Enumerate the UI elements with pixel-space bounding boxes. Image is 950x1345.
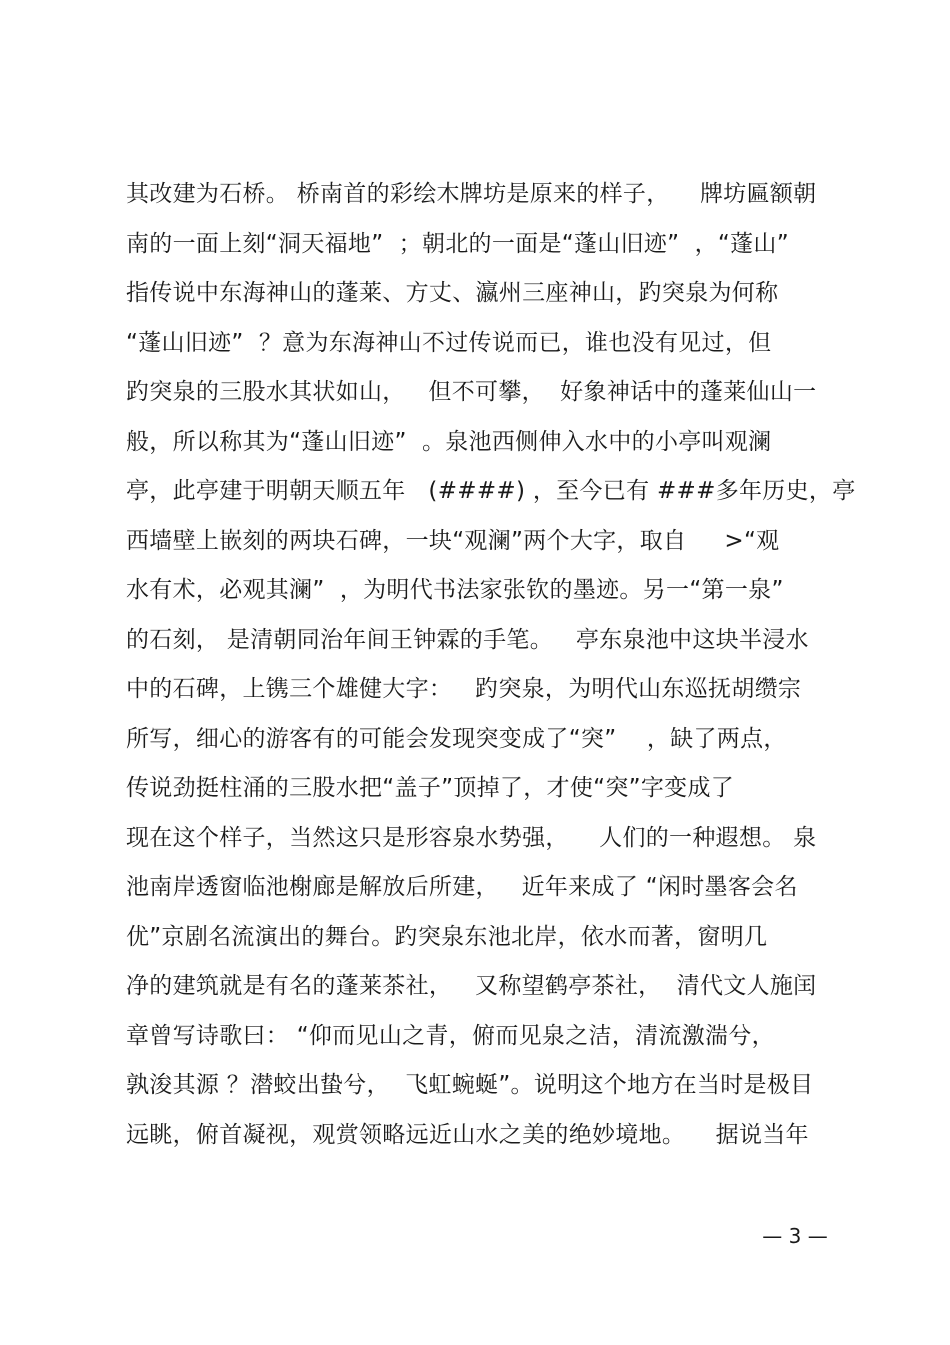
text-line: 现在这个样子，当然这只是形容泉水势强， 人们的一种遐想。 泉 <box>126 824 817 851</box>
text-line: 净的建筑就是有名的蓬莱茶社， 又称望鹤亭茶社， 清代文人施闰 <box>126 973 817 999</box>
text-line: 所写，细心的游客有的可能会发现突变成了“突” ，缺了两点， <box>126 725 787 752</box>
text-line: 般，所以称其为“蓬山旧迹” 。泉池西侧伸入水中的小亭叫观澜 <box>126 428 772 455</box>
text-line: “蓬山旧迹” ？意为东海神山不过传说而已，谁也没有见过，但 <box>126 329 772 356</box>
text-line: 池南岸透窗临池榭廊是解放后所建， 近年来成了 “闲时墨客会名 <box>126 874 798 900</box>
body-text <box>126 176 856 1166</box>
text-line: 的石刻， 是清朝同治年间王钟霖的手笔。 亭东泉池中这块半浸水 <box>126 626 809 653</box>
text-line: 水有术，必观其澜” ，为明代书法家张钦的墨迹。另一“第一泉” <box>126 577 784 603</box>
text-line: 其改建为石桥。 桥南首的彩绘木牌坊是原来的样子， 牌坊匾额朝 <box>126 181 817 207</box>
text-line: 趵突泉的三股水其状如山， 但不可攀， 好象神话中的蓬莱仙山一 <box>126 379 817 405</box>
text-line: 中的石碑，上镌三个雄健大字： 趵突泉，为明代山东巡抚胡缵宗 <box>126 676 802 702</box>
text-line: 指传说中东海神山的蓬莱、方丈、瀛州三座神山，趵突泉为何称 <box>126 280 779 306</box>
text-line: 孰浚其源 ？潜蛟出蛰兮， 飞虹蜿蜒”。说明这个地方在当时是极目 <box>126 1072 814 1098</box>
text-line: 南的一面上刻“洞天福地” ；朝北的一面是“蓬山旧迹” ，“蓬山” <box>126 230 789 257</box>
text-line: 西墙壁上嵌刻的两块石碑，一块“观澜”两个大字，取自 >“观 <box>126 527 780 554</box>
text-line: 远眺，俯首凝视，观赏领略远近山水之美的绝妙境地。 据说当年 <box>126 1121 809 1148</box>
text-line: 优”京剧名流演出的舞台。趵突泉东池北岸，依水而著，窗明几 <box>126 923 768 950</box>
text-line: 传说劲挺柱涌的三股水把“盖子”顶掉了，才使“突”字变成了 <box>126 775 735 801</box>
page-number: — 3 — <box>762 1224 828 1248</box>
text-line: 章曾写诗歌曰： “仰而见山之青，俯而见泉之洁，清流激湍兮， <box>126 1022 775 1049</box>
text-line: 亭，此亭建于明朝天顺五年 (####) ，至今已有 ###多年历史，亭 <box>126 478 856 504</box>
